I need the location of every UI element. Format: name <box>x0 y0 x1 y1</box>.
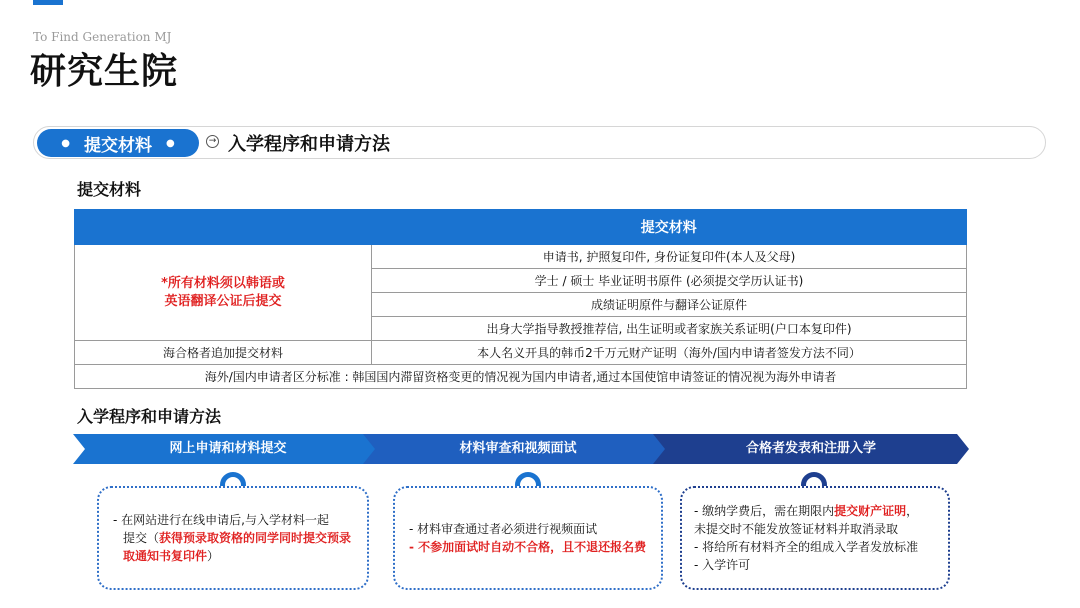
table-row <box>75 245 967 269</box>
step-card-1 <box>97 486 369 590</box>
card-text: - 在网站进行在线申请后,与入学材料一起 <box>113 513 329 527</box>
dot-icon: ● <box>61 137 70 149</box>
translation-note <box>75 245 372 341</box>
translation-note-line: 英语翻译公证后提交 <box>164 293 282 309</box>
flow-step-label: 网上申请和材料提交 <box>169 441 287 456</box>
table-cell-label: 海合格者追加提交材料 <box>75 341 372 365</box>
table-cell: 本人名义开具的韩币2千万元财产证明（海外/国内申请者签发方法不同） <box>372 341 967 365</box>
table-cell: 学士 / 硕士 毕业证明书原件 (必须提交学历认证书) <box>372 269 967 293</box>
table-row <box>75 341 967 365</box>
card-line <box>113 529 353 565</box>
section-heading-materials: 提交材料 <box>77 180 142 199</box>
card-text: 提交（ <box>123 531 160 545</box>
card-line: - 将给所有材料齐全的组成入学者发放标准 <box>694 540 919 554</box>
card-text: ， <box>906 504 919 518</box>
table-footer-note: 海外/国内申请者区分标准 : 韩国国内滞留资格变更的情况视为国内申请者,通过本国使馆申请签证的情况视为海外申请者 <box>75 365 967 389</box>
table-header-blank <box>75 210 372 245</box>
dot-icon: ● <box>166 137 175 149</box>
card-red-text: - 不参加面试时自动不合格，且不退还报名费 <box>409 540 647 554</box>
materials-table <box>74 209 967 389</box>
section-tab-bar <box>33 126 1046 159</box>
table-cell: 成绩证明原件与翻译公证原件 <box>372 293 967 317</box>
tab-submit-materials[interactable] <box>37 129 199 157</box>
flow-step-label: 材料审查和视频面试 <box>459 441 577 456</box>
card-line: - 材料审查通过者必须进行视频面试 <box>409 522 598 536</box>
card-line: - 入学许可 <box>694 558 751 572</box>
procedure-flow <box>73 434 969 464</box>
card-line <box>694 502 936 520</box>
corner-accent-bar <box>33 0 63 5</box>
card-text: - 缴纳学费后，需在期限内 <box>694 504 835 518</box>
tab-title: 入学程序和申请方法 <box>228 134 390 155</box>
card-red-text: 提交财产证明 <box>834 504 907 518</box>
table-header: 提交材料 <box>372 210 967 245</box>
tab-label: 提交材料 <box>84 135 152 156</box>
card-red-text: 获得预录取资格的同学同时提交预录取通知书复印件 <box>123 531 352 563</box>
circle-arrow-icon: → <box>206 135 219 148</box>
card-line: 未提交时不能发放签证材料并取消录取 <box>694 522 899 536</box>
translation-note-line: *所有材料须以韩语或 <box>161 275 285 291</box>
step-card-3 <box>680 486 950 590</box>
table-row <box>75 365 967 389</box>
table-cell: 申请书, 护照复印件, 身份证复印件(本人及父母) <box>372 245 967 269</box>
card-line <box>113 511 353 529</box>
section-heading-procedure: 入学程序和申请方法 <box>77 407 222 426</box>
table-cell: 出身大学指导教授推荐信, 出生证明或者家族关系证明(户口本复印件) <box>372 317 967 341</box>
flow-step-label: 合格者发表和注册入学 <box>745 441 876 456</box>
brand-tagline: To Find Generation MJ <box>33 30 172 44</box>
step-card-2 <box>393 486 663 590</box>
card-text: ） <box>207 549 220 563</box>
page-title: 研究生院 <box>30 51 179 92</box>
